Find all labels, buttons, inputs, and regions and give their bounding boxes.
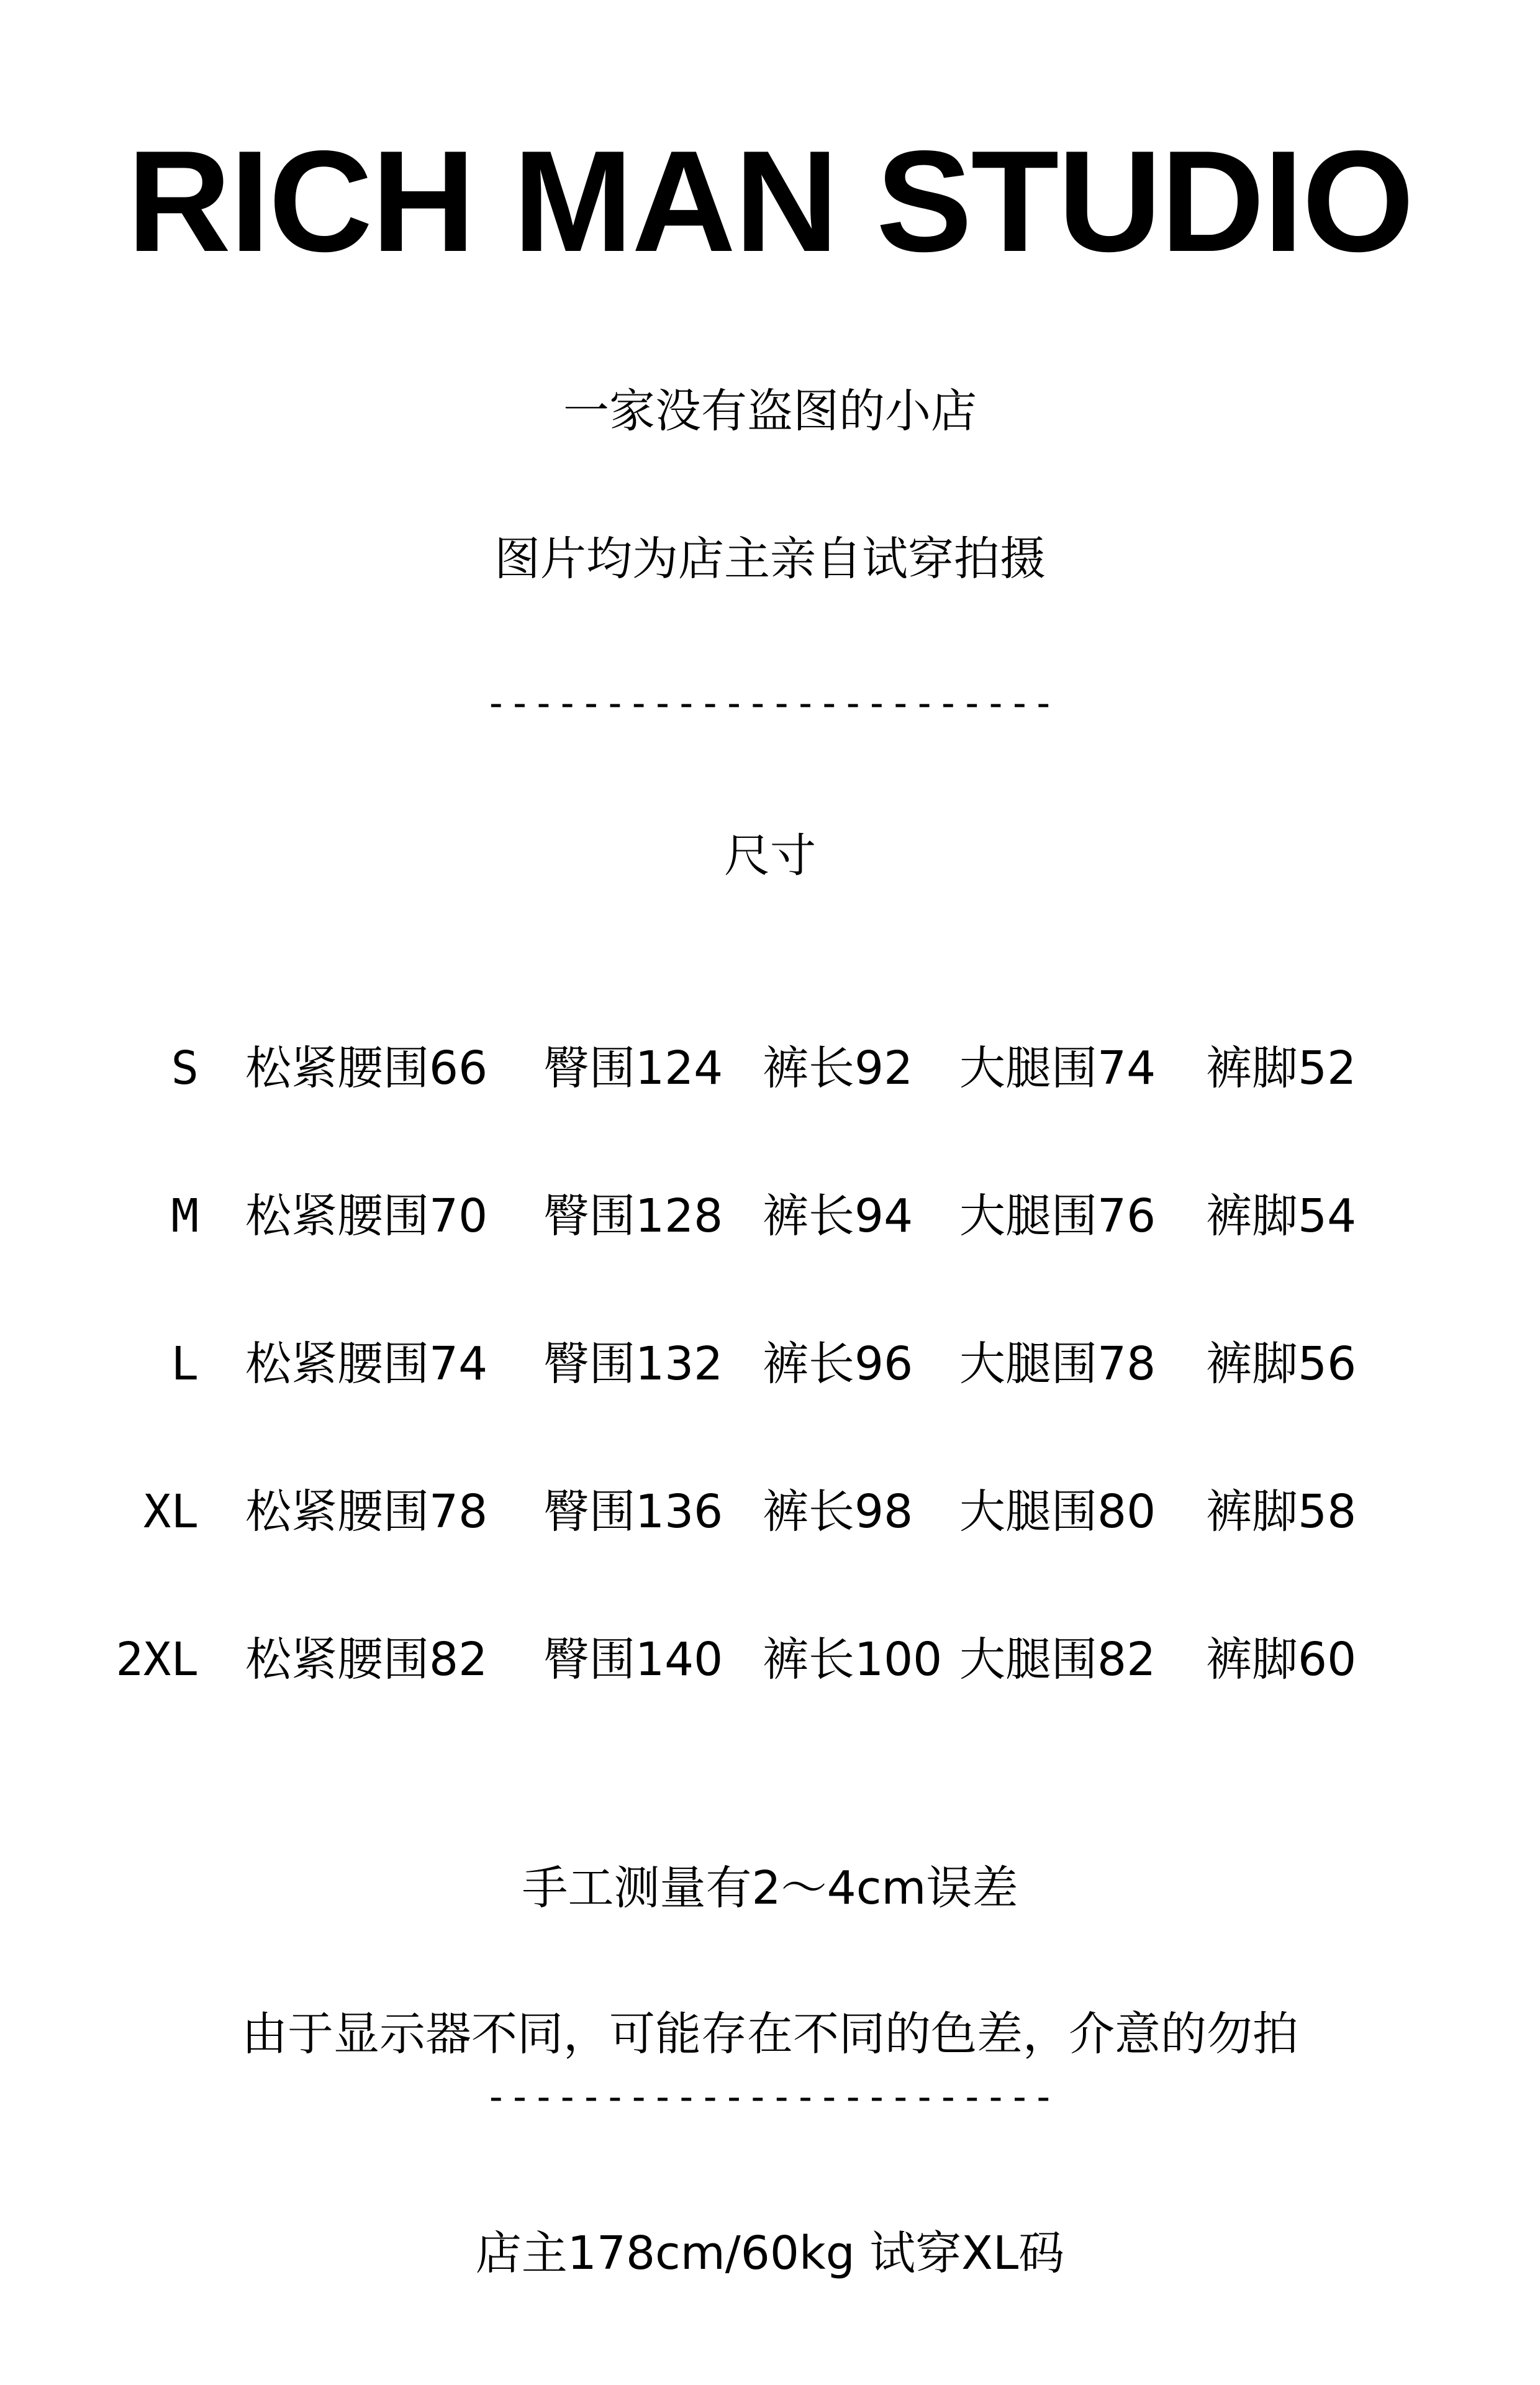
intro-line-2: 图片均为店主亲自试穿拍摄: [494, 532, 1046, 586]
size-row: [0, 1327, 1540, 1401]
thigh-value: 大腿围74: [959, 1042, 1156, 1095]
hip-value: 臀围140: [543, 1633, 723, 1686]
length-value: 裤长100: [763, 1633, 943, 1686]
measure-error-note: 手工测量有2～4cm误差: [522, 1861, 1018, 1915]
waist-value: 松紧腰围66: [245, 1042, 488, 1095]
length-value: 裤长98: [763, 1485, 913, 1538]
size-label: 2XL: [116, 1633, 199, 1686]
length-value: 裤长96: [763, 1337, 913, 1391]
size-label: L: [171, 1337, 199, 1391]
hip-value: 臀围132: [543, 1337, 723, 1391]
hem-value: 裤脚54: [1206, 1189, 1357, 1243]
size-row: [0, 1622, 1540, 1697]
thigh-value: 大腿围80: [959, 1485, 1156, 1538]
brand-title: RICH MAN STUDIO: [127, 121, 1413, 282]
hip-value: 臀围128: [543, 1189, 723, 1243]
size-row: [0, 1179, 1540, 1253]
thigh-value: 大腿围82: [959, 1633, 1156, 1686]
model-info-note: 店主178cm/60kg 试穿XL码: [475, 2227, 1065, 2280]
hem-value: 裤脚52: [1206, 1042, 1357, 1095]
hem-value: 裤脚58: [1206, 1485, 1357, 1538]
hip-value: 臀围124: [543, 1042, 723, 1095]
size-heading: 尺寸: [724, 829, 816, 883]
hip-value: 臀围136: [543, 1485, 723, 1538]
color-difference-note: 由于显示器不同，可能存在不同的色差，介意的勿拍: [242, 2007, 1298, 2061]
size-label: XL: [143, 1485, 199, 1538]
divider-top: ------------------------: [484, 680, 1056, 725]
thigh-value: 大腿围78: [959, 1337, 1156, 1391]
size-row: [0, 1474, 1540, 1549]
waist-value: 松紧腰围70: [245, 1189, 488, 1243]
size-label: M: [171, 1189, 199, 1243]
hem-value: 裤脚56: [1206, 1337, 1357, 1391]
length-value: 裤长94: [763, 1189, 913, 1243]
waist-value: 松紧腰围82: [245, 1633, 488, 1686]
length-value: 裤长92: [763, 1042, 913, 1095]
waist-value: 松紧腰围74: [245, 1337, 488, 1391]
intro-line-1: 一家没有盗图的小店: [563, 384, 977, 438]
divider-bottom: ------------------------: [484, 2074, 1056, 2119]
waist-value: 松紧腰围78: [245, 1485, 488, 1538]
hem-value: 裤脚60: [1206, 1633, 1357, 1686]
size-table: [0, 1031, 1540, 1776]
size-label: S: [171, 1042, 199, 1095]
thigh-value: 大腿围76: [959, 1189, 1156, 1243]
size-row: [0, 1031, 1540, 1106]
